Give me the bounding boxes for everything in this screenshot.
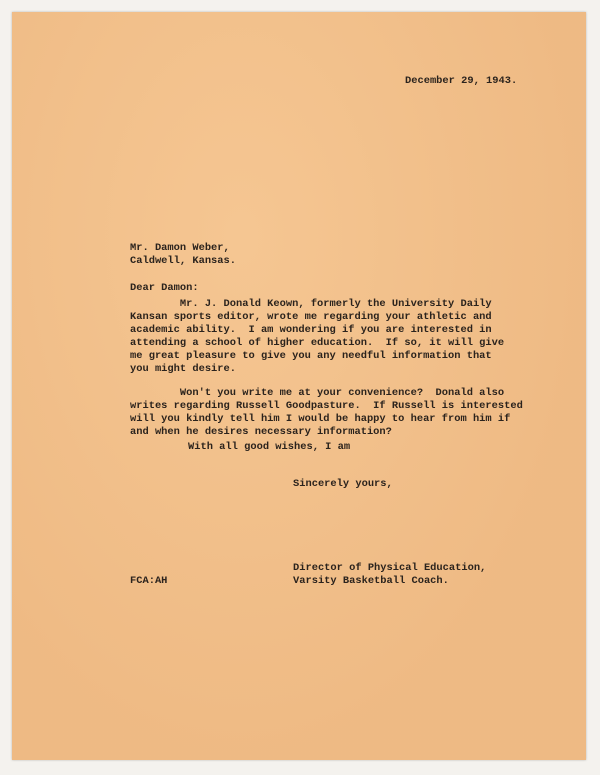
letter-page xyxy=(12,12,586,760)
body-line: me great pleasure to give you any needful information that xyxy=(130,350,492,362)
signature-block xyxy=(293,562,486,588)
body-line: attending a school of higher education. If so, it will give xyxy=(130,337,505,349)
body-line: academic ability. I am wondering if you are interested in xyxy=(130,324,492,336)
signature-title: Director of Physical Education, xyxy=(293,562,487,574)
body-line: Kansan sports editor, wrote me regarding your athletic and xyxy=(130,311,492,323)
complimentary-close: Sincerely yours, xyxy=(293,478,393,490)
body-paragraph-1 xyxy=(130,298,504,376)
recipient-name: Mr. Damon Weber, xyxy=(130,242,230,254)
body-line: writes regarding Russell Goodpasture. If Russell is interested xyxy=(130,400,523,412)
recipient-address xyxy=(130,242,236,268)
salutation: Dear Damon: xyxy=(130,282,199,294)
letter-date: December 29, 1943. xyxy=(405,75,518,87)
body-paragraph-2 xyxy=(130,387,523,439)
closing-line: With all good wishes, I am xyxy=(188,441,351,453)
body-line: Won't you write me at your convenience? Donald also xyxy=(130,387,505,399)
recipient-location: Caldwell, Kansas. xyxy=(130,255,237,267)
body-line: you might desire. xyxy=(130,363,237,375)
signature-title: Varsity Basketball Coach. xyxy=(293,575,449,587)
body-line: will you kindly tell him I would be happy to hear from him if xyxy=(130,413,511,425)
body-line: Mr. J. Donald Keown, formerly the University Daily xyxy=(130,298,492,310)
reference-initials: FCA:AH xyxy=(130,575,168,587)
body-line: and when he desires necessary information? xyxy=(130,426,392,438)
